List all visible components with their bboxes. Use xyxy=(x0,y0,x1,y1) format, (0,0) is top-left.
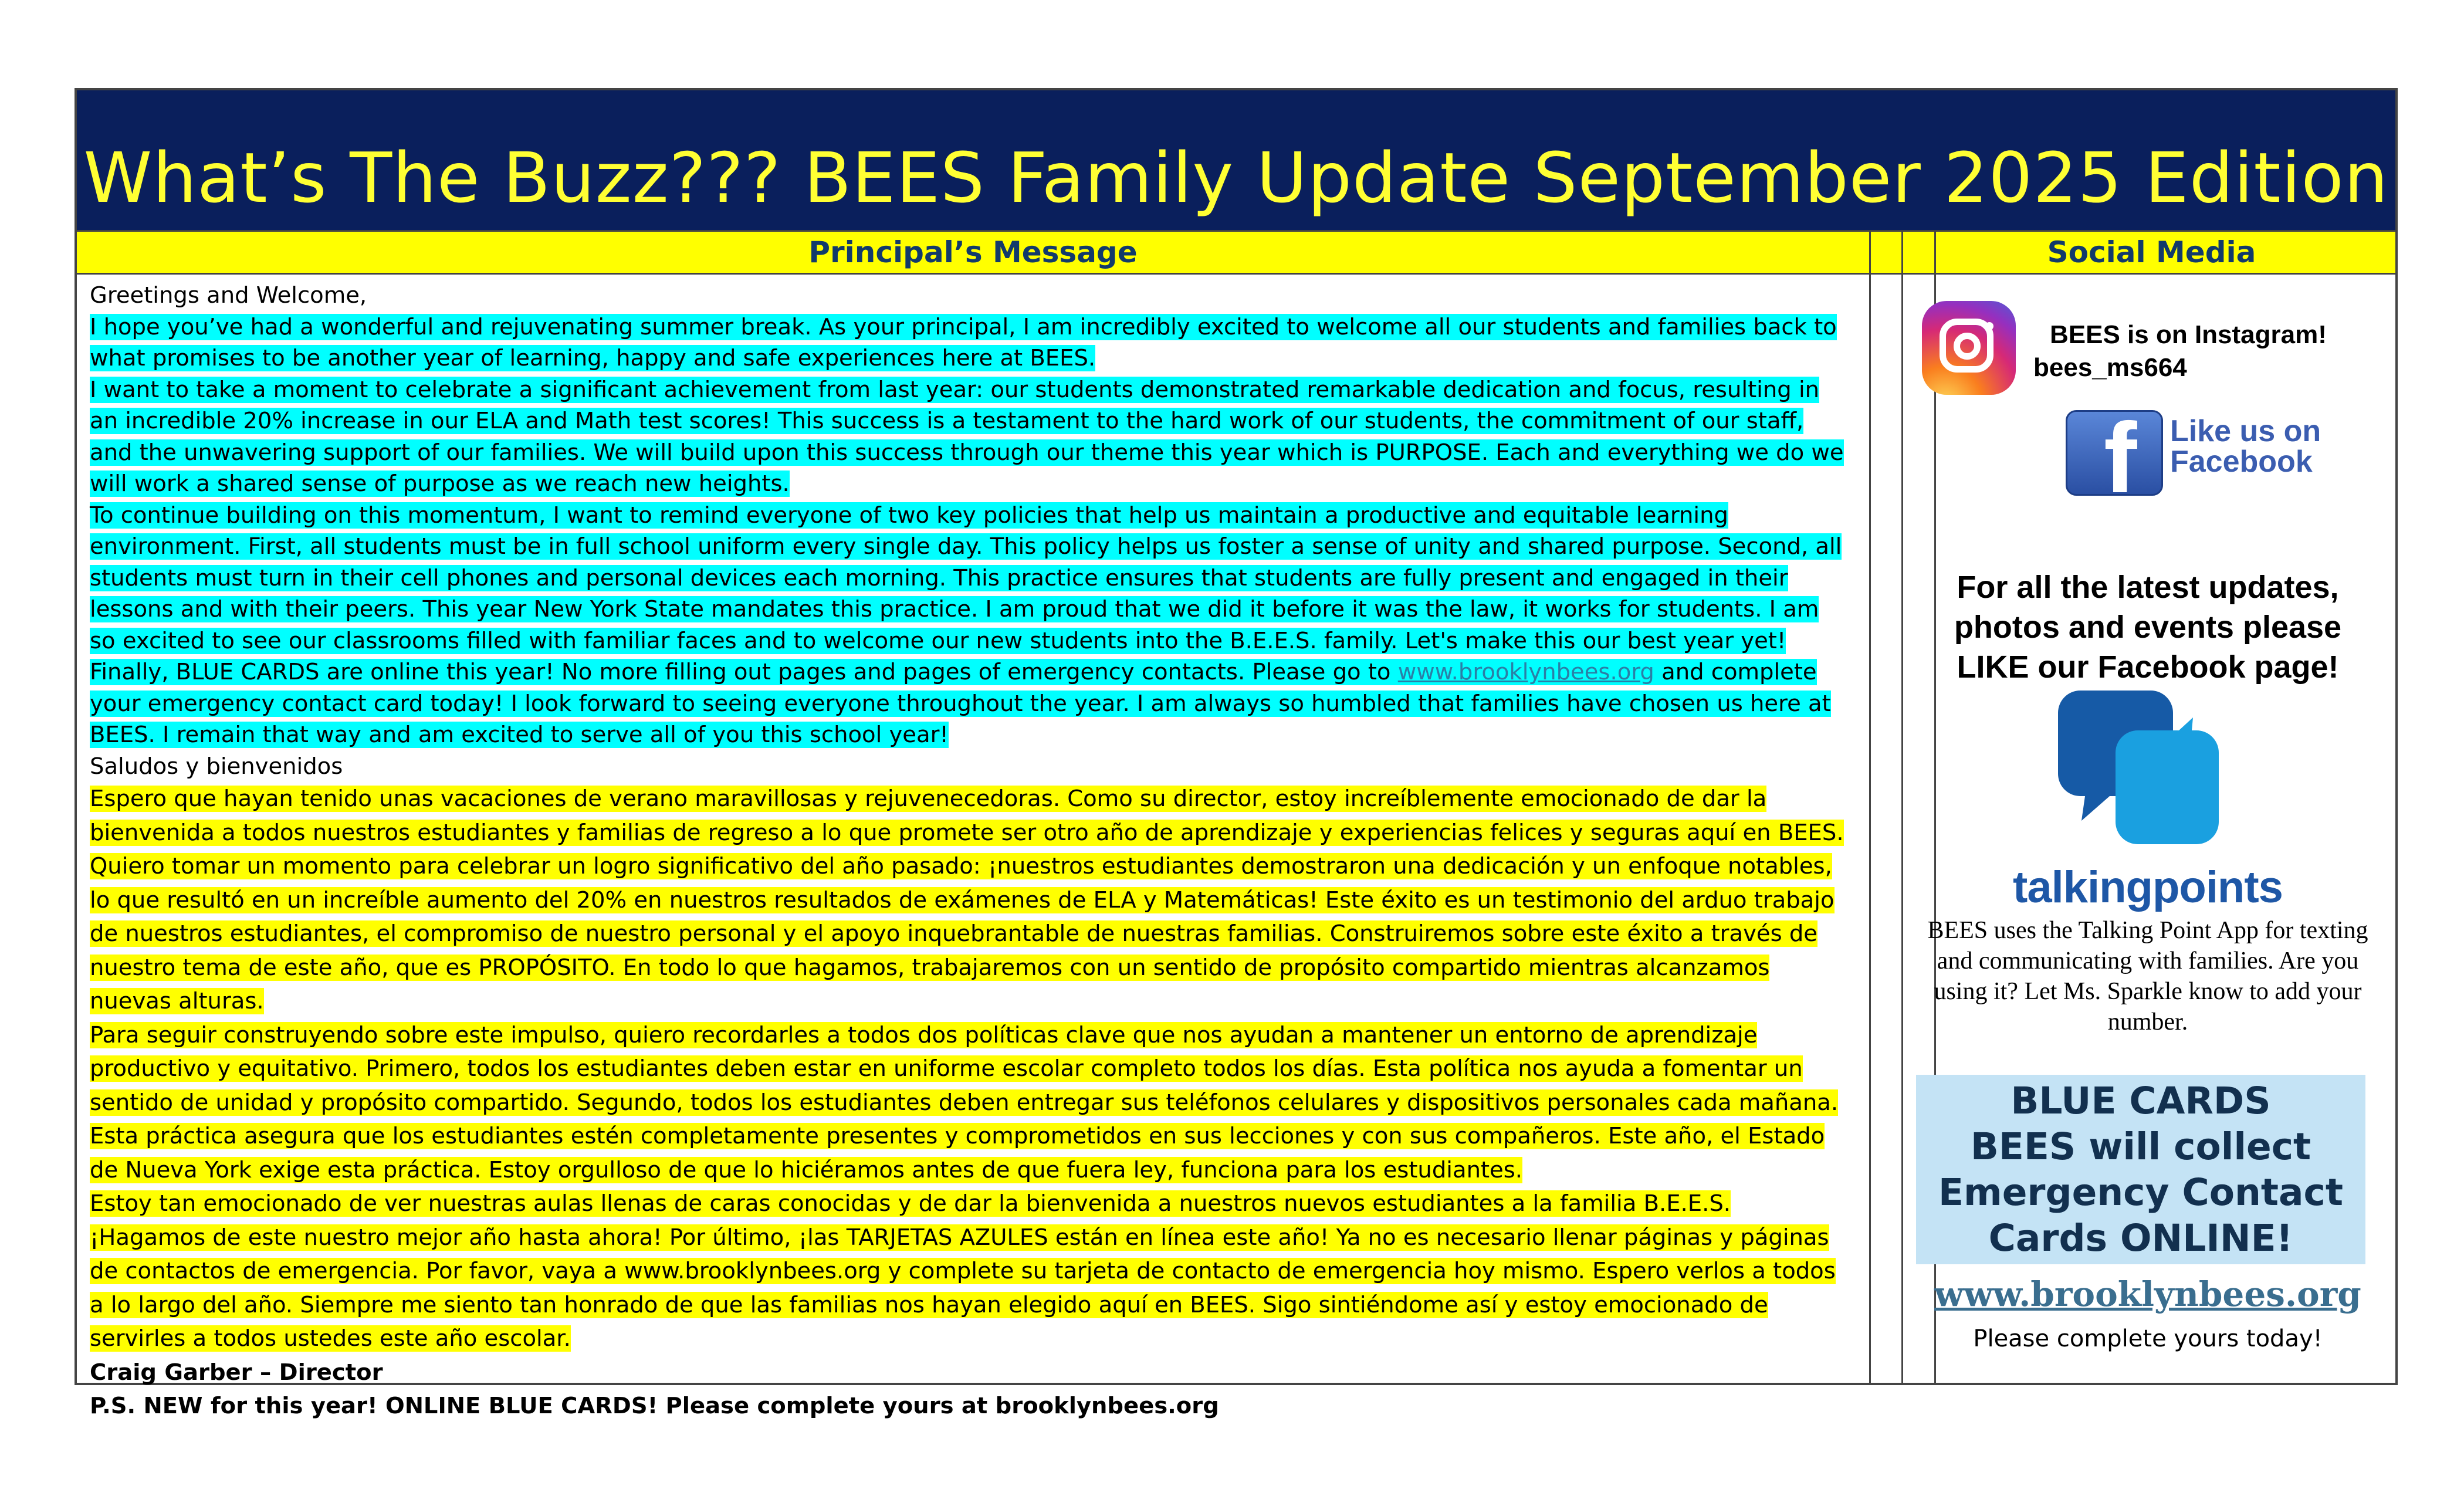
column-divider xyxy=(1869,230,1871,1383)
blue-cards-line: Cards ONLINE! xyxy=(1988,1217,2293,1260)
english-paragraph-3 xyxy=(90,502,1842,749)
principal-message xyxy=(90,280,1850,1423)
blue-cards-box xyxy=(1916,1075,2365,1264)
column-header-row xyxy=(77,230,2395,275)
instagram-handle[interactable]: bees_ms664 xyxy=(2033,353,2187,382)
blue-cards-line: Emergency Contact xyxy=(1938,1171,2343,1214)
brooklynbees-link[interactable]: www.brooklynbees.org xyxy=(1397,659,1654,685)
talkingpoints-chat-icon xyxy=(1916,691,2380,849)
column-divider xyxy=(1901,230,1903,1383)
talkingpoints-description: BEES uses the Talking Point App for texting and communicating with families. Are you using it? Let Ms. Sparkle know to add your number. xyxy=(1927,917,2368,1035)
spanish-greeting: Saludos y bienvenidos xyxy=(90,753,343,780)
spanish-paragraph-3: Para seguir construyendo sobre este impulso, quiero recordarles a todos dos políticas clave que nos ayudan a mantener un entorno de aprendizaje productivo y equitativo. Primero, todos los estudiantes deben estar en uniforme escolar completo todos los días. Esta política nos ayuda a fomentar un sentido de unidad y propósito compartido. Segundo, todos los estudiantes deben entregar sus teléfonos celulares y dispositivos personales cada mañana. Esta práctica asegura que los estudiantes estén completamente presentes y comprometidos en sus lecciones y con sus compañeros. Este año, el Estado de Nueva York exige esta práctica. Estoy orgulloso de que lo hiciéramos antes de que fuera ley, funciona para los estudiantes. xyxy=(90,1021,1839,1183)
postscript: P.S. NEW for this year! ONLINE BLUE CARDS! Please complete yours at brooklynbees.org xyxy=(90,1393,1219,1419)
principal-message-heading: Principal’s Message xyxy=(808,235,1138,269)
talkingpoints-logo: talkingpoints xyxy=(2013,862,2283,912)
english-paragraph-3-end: and complete your emergency contact card today! I look forward to seeing everyone throughout the year. I am always so humbled that families have chosen us here at BEES. I remain that way and am excited to serve all of you this school year! xyxy=(90,659,1831,748)
blue-cards-line: BLUE CARDS xyxy=(2011,1079,2271,1122)
brooklynbees-url-link[interactable]: www.brooklynbees.org xyxy=(1934,1274,2361,1314)
facebook-caption: For all the latest updates, photos and events please LIKE our Facebook page! xyxy=(1954,570,2342,685)
spanish-paragraph-4: Estoy tan emocionado de ver nuestras aulas llenas de caras conocidas y de dar la bienvenida a nuestros nuevos estudiantes a la familia B.E.E.S. ¡Hagamos de este nuestro mejor año hasta ahora! Por último, ¡las TARJETAS AZULES están en línea este año! Ya no es necesario llenar páginas y páginas de contactos de emergencia. Por favor, vaya a www.brooklynbees.org y complete su tarjeta de contacto de emergencia hoy mismo. Espero verlos a todos a lo largo del año. Siempre me siento tan honrado de que las familias nos hayan elegido aquí en BEES. Sigo sintiéndome así y estoy emocionado de servirles a todos ustedes este año escolar. xyxy=(90,1190,1836,1352)
english-paragraph-1: I hope you’ve had a wonderful and rejuvenating summer break. As your principal, I am incredibly excited to welcome all our students and families back to what promises to be another year of learning, happy and safe experiences here at BEES. xyxy=(90,313,1837,371)
spanish-paragraph-1: Espero que hayan tenido unas vacaciones de verano maravillosas y rejuvenecedoras. Como su director, estoy increíblemente emocionado de dar la bienvenida a todos nuestros estudiantes y familias de regreso a lo que promete ser otro año de aprendizaje y experiencias felices y seguras aquí en BEES. xyxy=(90,786,1844,846)
social-media-heading: Social Media xyxy=(2047,235,2256,269)
signature: Craig Garber – Director xyxy=(90,1359,383,1386)
english-paragraph-2: I want to take a moment to celebrate a significant achievement from last year: our students demonstrated remarkable dedication and focus, resulting in an incredible 20% increase in our ELA and Math test scores! This success is a testament to the hard work of our students, the commitment of our staff, and the unwavering support of our families. We will build upon this success through our theme this year which is PURPOSE. Each and everything we do we will work a shared sense of purpose as we reach new heights. xyxy=(90,376,1844,497)
facebook-badge-line2: Facebook xyxy=(2170,445,2313,479)
title-banner xyxy=(77,90,2395,230)
instagram-block xyxy=(1922,301,2380,407)
newsletter-frame xyxy=(75,88,2398,1419)
facebook-badge-line1: Like us on xyxy=(2170,414,2321,448)
newsletter-title: What’s The Buzz??? BEES Family Update September 2025 Edition xyxy=(83,137,2389,218)
facebook-icon: f xyxy=(2066,410,2163,496)
facebook-badge[interactable] xyxy=(2066,410,2347,498)
blue-cards-line: BEES will collect xyxy=(1970,1125,2311,1168)
complete-note: Please complete yours today! xyxy=(1973,1325,2323,1352)
greeting: Greetings and Welcome, xyxy=(90,282,367,309)
instagram-icon[interactable] xyxy=(1922,301,2016,395)
instagram-line: BEES is on Instagram! xyxy=(2050,320,2327,349)
spanish-paragraph-2: Quiero tomar un momento para celebrar un logro significativo del año pasado: ¡nuestros estudiantes demostraron una dedicación y un enfoque notables, lo que resultó en un increíble aumento del 20% en nuestros resultados de exámenes de ELA y Matemáticas! Este éxito es un testimonio del arduo trabajo de nuestros estudiantes, el compromiso de nuestro personal y el apoyo inquebrantable de nuestras familias. Construiremos sobre este éxito a través de nuestro tema de este año, que es PROPÓSITO. En todo lo que hagamos, trabajaremos con un sentido de propósito compartido mientras alcanzamos nuevas alturas. xyxy=(90,853,1835,1014)
english-paragraph-3-start: To continue building on this momentum, I want to remind everyone of two key policies that help us maintain a productive and equitable learning environment. First, all students must be in full school uniform every single day. This policy helps us foster a sense of unity and shared purpose. Second, all students must turn in their cell phones and personal devices each morning. This practice ensures that students are fully present and engaged in their lessons and with their peers. This year New York State mandates this practice. I am proud that we did it before it was the law, it works for students. I am so excited to see our classrooms filled with familiar faces and to welcome our new students into the B.E.E.S. family. Let's make this our best year yet! Finally, BLUE CARDS are online this year! No more filling out pages and pages of emergency contacts. Please go to xyxy=(90,502,1842,685)
